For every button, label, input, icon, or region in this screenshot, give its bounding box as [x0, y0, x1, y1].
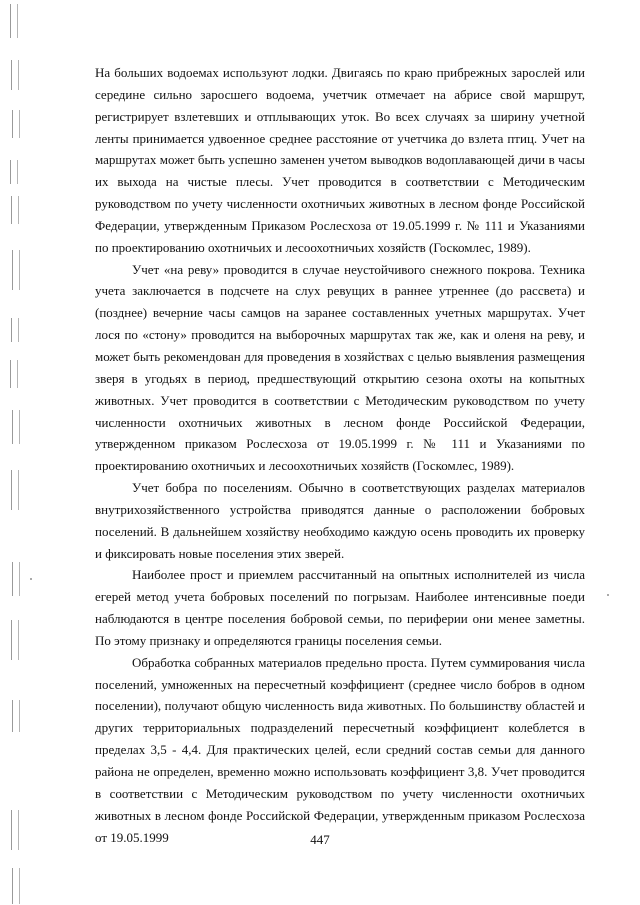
paragraph-boats: На больших водоемах используют лодки. Двигаясь по краю прибрежных зарослей или середине сильно заросшего водоема, учетчик отмечает на абрисе свой маршрут, регистрирует взлетевших и отплывающих уток. Во всех случаях за ширину учетной ленты принимается удвоенное среднее расстояние от учетчика до взлета птиц. Учет на маршрутах может быть успешно заменен учетом выводков водоплавающей дичи в часы их выхода на чистые плесы. Учет проводится в соответствии с Методическим руководством по учету численности охотничьих животных в лесном фонде Российской Федерации, утвержденным Приказом Рослесхоза от 19.05.1999 г. № 111 и Указаниями по проектированию охотничьих и лесоохотничьих хозяйств (Госкомлес, 1989). [95, 65, 585, 255]
paragraph-gnaw-method: Наиболее прост и приемлем рассчитанный на опытных исполнителей из числа егерей метод учета бобровых поселений по погрызам. Наиболее интенсивные поеди наблюдаются в центре поселения бобровой семьи, по периферии они менее заметны. По этому признаку и определяются границы поселения семьи. [95, 567, 585, 648]
paragraph-rut-count: Учет «на реву» проводится в случае неустойчивого снежного покрова. Техника учета заключается в подсчете на слух ревущих в раннее утреннее (до рассвета) и (позднее) вечерние часы самцов на заранее составленных учетных маршрутах. Учет лося по «стону» проводится на выборочных маршрутах так же, как и оленя на реву, и может быть рекомендован для проведения в хозяйствах с целью выявления размещения зверя в угодьях в период, предшествующий открытию сезона охоты на копытных животных. Учет проводится в соответствии с Методическим руководством по учету численности охотничьих животных в лесном фонде Российской Федерации, утвержденном приказом Рослесхоза от 19.05.1999 г. № 111 и Указаниями по проектированию охотничьих и лесоохотничьих хозяйств (Госкомлес, 1989). [95, 261, 585, 474]
paragraph-processing: Обработка собранных материалов предельно проста. Путем суммирования числа поселений, умноженных на пересчетный коэффициент (среднее число бобров в одном поселении), получают общую численность вида животных. По большинству областей и других территориальных подразделений пересчетный коэффициент колеблется в пределах 3,5 - 4,4. Для практических целей, если средний состав семьи для данного района не определен, временно можно использовать коэффициент 3,8. Учет проводится в соответствии с Методическим руководством по учету численности охотничьих животных в лесном фонде Российской Федерации, утвержденным приказом Рослесхоза от 19.05.1999 [95, 654, 585, 845]
scan-binding-marks [0, 0, 40, 905]
paragraph-beaver-settlements: Учет бобра по поселениям. Обычно в соответствующих разделах материалов внутрихозяйственного устройства приводятся данные о расположении бобровых поселений. В дальнейшем хозяйству необходимо каждую осень проводить их проверку и фиксировать новые поселения этих зверей. [95, 480, 585, 561]
page-body [95, 62, 585, 848]
page-number: 447 [310, 832, 330, 847]
